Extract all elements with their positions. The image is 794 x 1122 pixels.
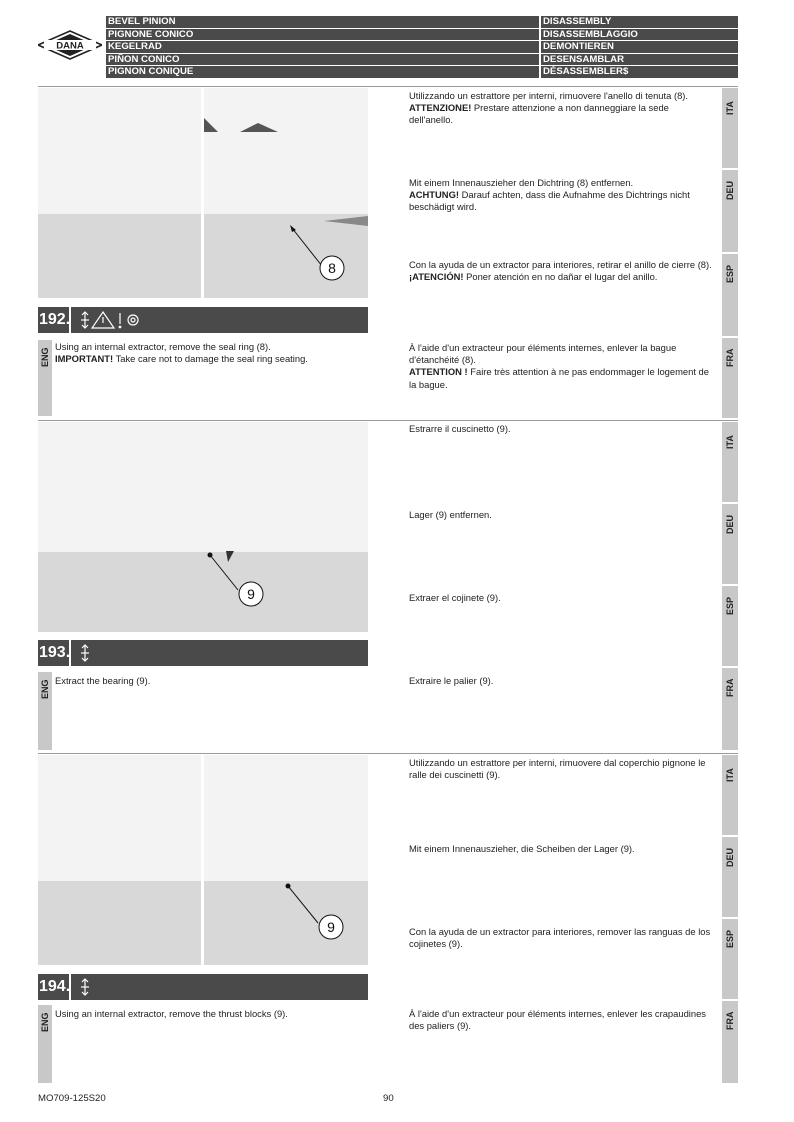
step-193-eng-tab: ENG [38,672,52,750]
step-193-divider [38,753,738,754]
step-192-photo-left [38,88,201,298]
step-192-esp-tab: ESP [722,254,738,336]
step-194-eng-text: Using an internal extractor, remove the thrust blocks (9). [55,1008,288,1019]
step-193-deu-tab: DEU [722,504,738,584]
step-192-callout [204,88,368,298]
header-section-es: DESENSAMBLAR [541,54,738,66]
step-192-icons [78,310,148,330]
step-192-number: 192. [39,311,71,328]
step-193-ita-tab: ITA [722,422,738,502]
step-194-icons [78,977,98,997]
svg-text:8: 8 [328,260,336,276]
header-section-it: DISASSEMBLAGGIO [541,29,738,41]
step-194-fra-text: À l'aide d'un extracteur pour éléments internes, enlever les crapaudines des paliers (9). [409,1008,706,1032]
svg-text:DANA: DANA [56,40,84,52]
step-193-deu-text: Lager (9) entfernen. [409,509,492,520]
step-192-eng-text: Using an internal extractor, remove the seal ring (8). IMPORTANT! Take care not to damage the seal ring seating. [55,341,308,365]
step-193-bar [38,640,368,666]
step-192-ita-tab: ITA [722,88,738,168]
step-194-esp-text: Con la ayuda de un extractor para interiores, remover las ranguas de los cojinetes (9). [409,926,711,950]
step-194-number: 194. [39,978,71,995]
footer-doc-code: MO709-125S20 [38,1093,106,1104]
header-divider [38,86,738,87]
step-193-fra-tab: FRA [722,668,738,750]
header-section-de: DEMONTIEREN [541,41,738,53]
step-193-esp-tab: ESP [722,586,738,666]
step-192-eng-tab: ENG [38,340,52,416]
step-194-bar [38,974,368,1000]
step-194-ita-text: Utilizzando un estrattore per interni, rimuovere dal coperchio pignone le ralle dei cuscinetti (9). [409,757,706,781]
step-192-esp-text: Con la ayuda de un extractor para interiores, retirar el anillo de cierre (8). ¡ATENCIÓN! Poner atención en no dañar el lugar del anillo. [409,259,712,283]
step-192-bar [38,307,368,333]
step-194-callout [204,755,368,965]
header-section-en: DISASSEMBLY [541,16,738,28]
step-194-deu-text: Mit einem Innenauszieher, die Scheiben der Lager (9). [409,843,635,854]
step-192-ita-text: Utilizzando un estrattore per interni, rimuovere l'anello di tenuta (8). ATTENZIONE! Prestare attenzione a non danneggiare la sede dell'anello. [409,90,689,126]
header-title-fr: PIGNON CONIQUE [106,66,539,78]
step-192-deu-tab: DEU [722,170,738,252]
dana-logo [38,30,102,60]
step-193-esp-text: Extraer el cojinete (9). [409,592,501,603]
step-194-esp-tab: ESP [722,919,738,999]
header-title-it: PIGNONE CONICO [106,29,539,41]
step-193-ita-text: Estrarre il cuscinetto (9). [409,423,511,434]
step-192-fra-text: À l'aide d'un extracteur pour éléments internes, enlever la bague d'étanchéité (8). ATTENTION ! Faire très attention à ne pas endommager le logement de la bague. [409,342,709,390]
step-194-eng-tab: ENG [38,1005,52,1083]
step-193-number: 193. [39,644,71,661]
step-193-callout [38,422,368,632]
step-192-fra-tab: FRA [722,338,738,418]
step-194-fra-tab: FRA [722,1001,738,1083]
svg-text:9: 9 [247,586,255,602]
svg-text:9: 9 [327,919,335,935]
step-194-photo-left [38,755,201,965]
step-192-divider [38,420,738,421]
header-section-fr: DÉSASSEMBLER$ [541,66,738,78]
footer-page-number: 90 [383,1093,394,1104]
header-title-en: BEVEL PINION [106,16,539,28]
step-194-ita-tab: ITA [722,755,738,835]
header-title-es: PIÑON CONICO [106,54,539,66]
step-192-deu-text: Mit einem Innenauszieher den Dichtring (8) entfernen. ACHTUNG! Darauf achten, dass die Aufnahme des Dichtrings nicht beschädigt wird. [409,177,690,213]
step-193-icons [78,643,98,663]
step-194-deu-tab: DEU [722,837,738,917]
step-193-eng-text: Extract the bearing (9). [55,675,151,686]
header-title-de: KEGELRAD [106,41,539,53]
step-193-fra-text: Extraire le palier (9). [409,675,494,686]
